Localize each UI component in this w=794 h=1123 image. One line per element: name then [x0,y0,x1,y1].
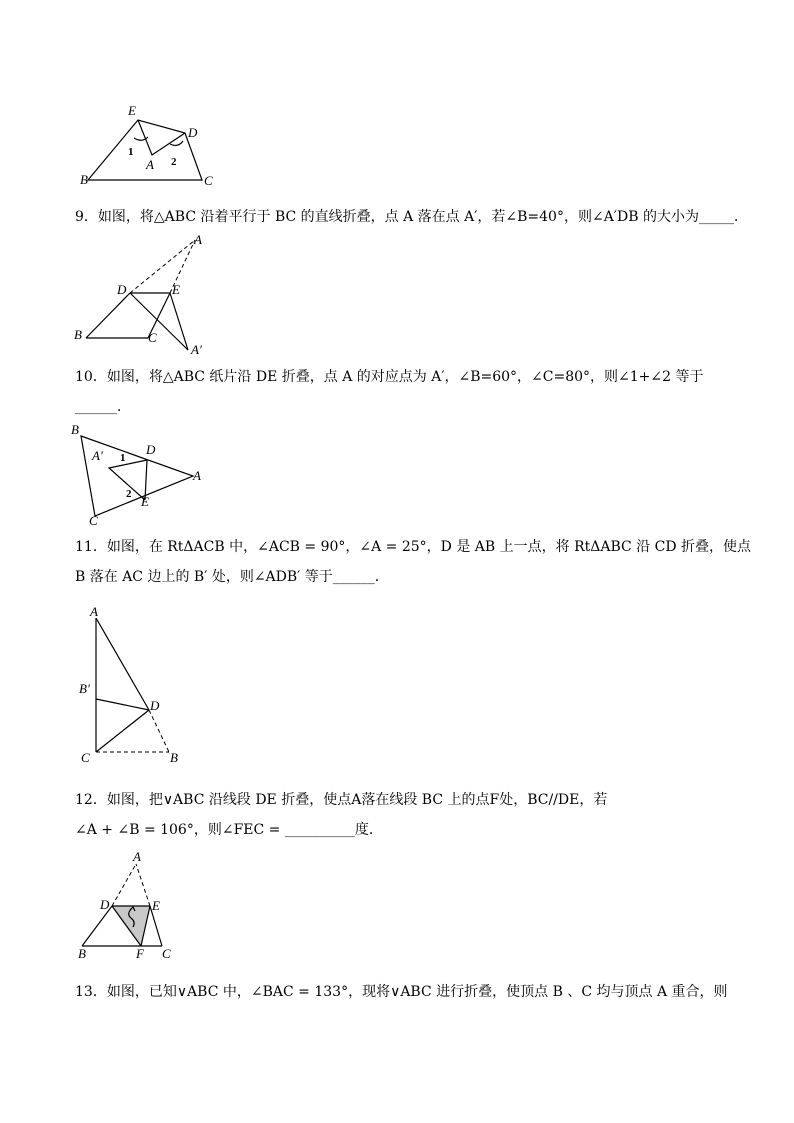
label-C: C [162,946,171,961]
label-angle-1: 1 [128,146,134,158]
label-C: C [204,173,213,188]
figure-q11 [75,604,185,769]
label-C: C [81,750,90,765]
figure-q10 [65,418,215,530]
question-12-line2: ∠A + ∠B = 106°，则∠FEC = __________度． [75,822,383,838]
label-D: D [150,698,160,713]
question-11-line2: B 落在 AC 边上的 B′ 处，则∠ADB′ 等于______． [75,569,389,585]
label-B: B [80,172,88,187]
label-E: E [128,103,136,118]
label-B-prime: B′ [79,681,90,696]
figure-q8 [70,98,230,192]
question-13: 13．如图，已知∨ABC 中，∠BAC = 133°，现将∨ABC 进行折叠，使顶点 B 、C 均与顶点 A 重合，则 [75,984,728,1000]
label-E: E [141,494,149,509]
question-11-line1: 11．如图，在 RtΔACB 中，∠ACB = 90°，∠A = 25°，D 是 AB 上一点，将 RtΔABC 沿 CD 折叠，使点 [75,539,752,555]
label-B: B [170,750,178,765]
question-12-line1: 12．如图，把∨ABC 沿线段 DE 折叠，使点A落在线段 BC 上的点F处，BC//DE，若 [75,792,608,808]
label-E: E [172,282,180,297]
label-B: B [78,946,86,961]
label-angle-1: 1 [120,452,126,464]
label-A: A [146,157,154,172]
label-A-prime: A′ [92,448,103,463]
label-F: F [136,946,144,961]
label-A-prime: A′ [191,342,202,357]
figure-q9 [70,228,220,360]
label-angle-2: 2 [171,156,177,168]
question-10-line1: 10．如图，将△ABC 纸片沿 DE 折叠，点 A 的对应点为 A′，∠B=60°，∠C=80°，则∠1+∠2 等于 [75,369,704,385]
label-A: A [194,232,202,247]
label-E: E [152,898,160,913]
label-C: C [148,330,157,345]
question-10-line2: ______． [75,399,131,415]
label-A: A [90,604,98,619]
label-D: D [100,897,110,912]
question-9: 9．如图，将△ABC 沿着平行于 BC 的直线折叠，点 A 落在点 A′，若∠B=40°，则∠A′DB 的大小为_____． [75,209,748,225]
label-B: B [74,327,82,342]
label-angle-2: 2 [126,488,132,500]
label-B: B [71,422,79,437]
label-A: A [193,468,201,483]
label-A: A [133,849,141,864]
figure-q12 [70,848,190,962]
label-D: D [188,125,198,140]
label-D: D [117,282,127,297]
label-D: D [146,442,156,457]
label-C: C [89,513,98,528]
